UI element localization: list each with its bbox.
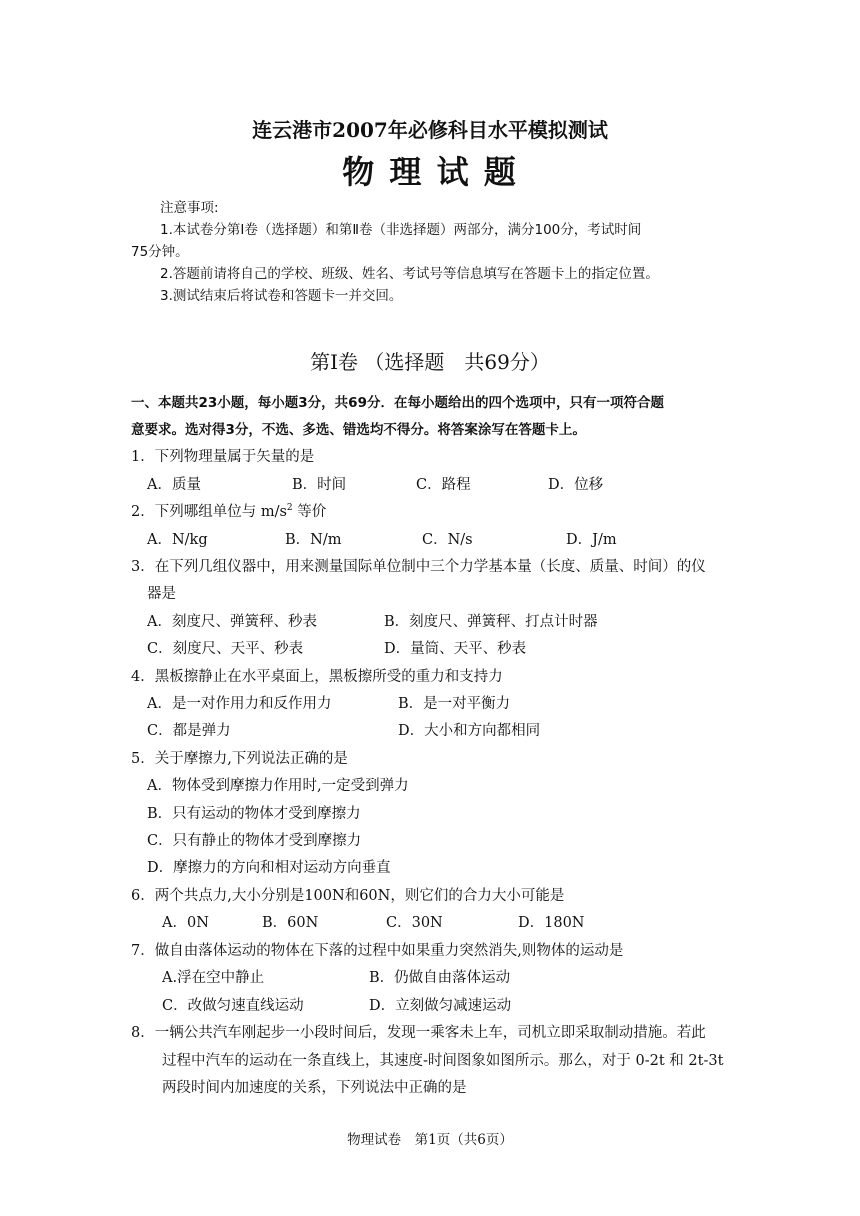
question-8-stem: 8．一辆公共汽车刚起步一小段时间后，发现一乘客未上车，司机立即采取制动措施。若此 [131, 1025, 706, 1041]
question-1-option-a: A．质量 [147, 477, 201, 493]
question-2-option-b: B．N/m [285, 532, 342, 548]
question-5-option-c: C．只有静止的物体才受到摩擦力 [147, 833, 362, 849]
question-1-option-b: B．时间 [292, 477, 347, 493]
question-3-option-b: B．刻度尺、弹簧秤、打点计时器 [384, 614, 598, 630]
question-7-option-a: A.浮在空中静止 [162, 970, 265, 986]
question-6-option-b: B．60N [262, 915, 319, 931]
question-5-option-a: A．物体受到摩擦力作用时,一定受到弹力 [147, 778, 409, 794]
question-4-stem: 4．黑板擦静止在水平桌面上，黑板擦所受的重力和支持力 [131, 669, 503, 685]
question-5-stem: 5．关于摩擦力,下列说法正确的是 [131, 751, 348, 767]
question-2-option-a: A．N/kg [147, 532, 208, 548]
notice-item-2: 2.答题前请将自己的学校、班级、姓名、考试号等信息填写在答题卡上的指定位置。 [160, 266, 659, 282]
instructions-line-1: 一、本题共23小题，每小题3分，共69分．在每小题给出的四个选项中，只有一项符合题 [131, 395, 664, 411]
question-8-stem-cont-1: 过程中汽车的运动在一条直线上，其速度-时间图象如图所示。那么，对于 0-2t 和 2t-3t [162, 1053, 724, 1069]
question-8-stem-cont-2: 两段时间内加速度的关系，下列说法中正确的是 [162, 1080, 467, 1096]
notice-heading: 注意事项: [160, 200, 219, 216]
notice-item-1-cont: 75分钟。 [131, 244, 189, 260]
page-footer: 物理试卷 第1页（共6页） [347, 1132, 513, 1148]
question-3-option-c: C．刻度尺、天平、秒表 [147, 641, 304, 657]
subject-title: 物 理 试 题 [342, 153, 518, 191]
question-7-option-d: D．立刻做匀减速运动 [369, 998, 512, 1014]
exam-title: 连云港市2007年必修科目水平模拟测试 [252, 118, 608, 142]
question-4-option-a: A．是一对作用力和反作用力 [147, 696, 332, 712]
question-1-option-c: C．路程 [416, 477, 471, 493]
instructions-line-2: 意要求。选对得3分，不选、多选、错选均不得分。将答案涂写在答题卡上。 [131, 422, 586, 438]
question-2-option-d: D．J/m [566, 532, 617, 548]
question-6-option-a: A．0N [162, 915, 209, 931]
question-6-option-d: D．180N [518, 915, 585, 931]
question-3-option-a: A．刻度尺、弹簧秤、秒表 [147, 614, 317, 630]
question-5-option-d: D．摩擦力的方向和相对运动方向垂直 [147, 860, 391, 876]
question-4-option-c: C．都是弹力 [147, 723, 231, 739]
notice-item-3: 3.测试结束后将试卷和答题卡一并交回。 [160, 288, 403, 304]
question-7-stem: 7．做自由落体运动的物体在下落的过程中如果重力突然消失,则物体的运动是 [131, 943, 624, 959]
question-1-stem: 1．下列物理量属于矢量的是 [131, 449, 315, 465]
question-6-stem: 6．两个共点力,大小分别是100N和60N，则它们的合力大小可能是 [131, 888, 565, 904]
question-4-option-d: D．大小和方向都相同 [398, 723, 541, 739]
notice-item-1: 1.本试卷分第Ⅰ卷（选择题）和第Ⅱ卷（非选择题）两部分，满分100分，考试时间 [160, 222, 642, 238]
question-2-stem-text: 2．下列哪组单位与 m/s [131, 504, 287, 520]
question-2-stem-exponent: 2 [286, 503, 293, 513]
question-3-stem: 3．在下列几组仪器中，用来测量国际单位制中三个力学基本量（长度、质量、时间）的仪 [131, 559, 706, 575]
question-4-option-b: B．是一对平衡力 [398, 696, 511, 712]
question-1-option-d: D．位移 [548, 477, 604, 493]
question-3-option-d: D．量筒、天平、秒表 [384, 641, 527, 657]
question-2-stem [131, 502, 326, 522]
question-3-stem-cont: 器是 [147, 586, 176, 602]
question-2-option-c: C．N/s [422, 532, 473, 548]
question-5-option-b: B．只有运动的物体才受到摩擦力 [147, 806, 361, 822]
question-7-option-c: C．改做匀速直线运动 [162, 998, 304, 1014]
question-6-option-c: C．30N [386, 915, 443, 931]
question-7-option-b: B．仍做自由落体运动 [369, 970, 511, 986]
section-title: 第Ⅰ卷 （选择题 共69分） [310, 350, 550, 374]
question-2-stem-end: 等价 [292, 504, 327, 520]
